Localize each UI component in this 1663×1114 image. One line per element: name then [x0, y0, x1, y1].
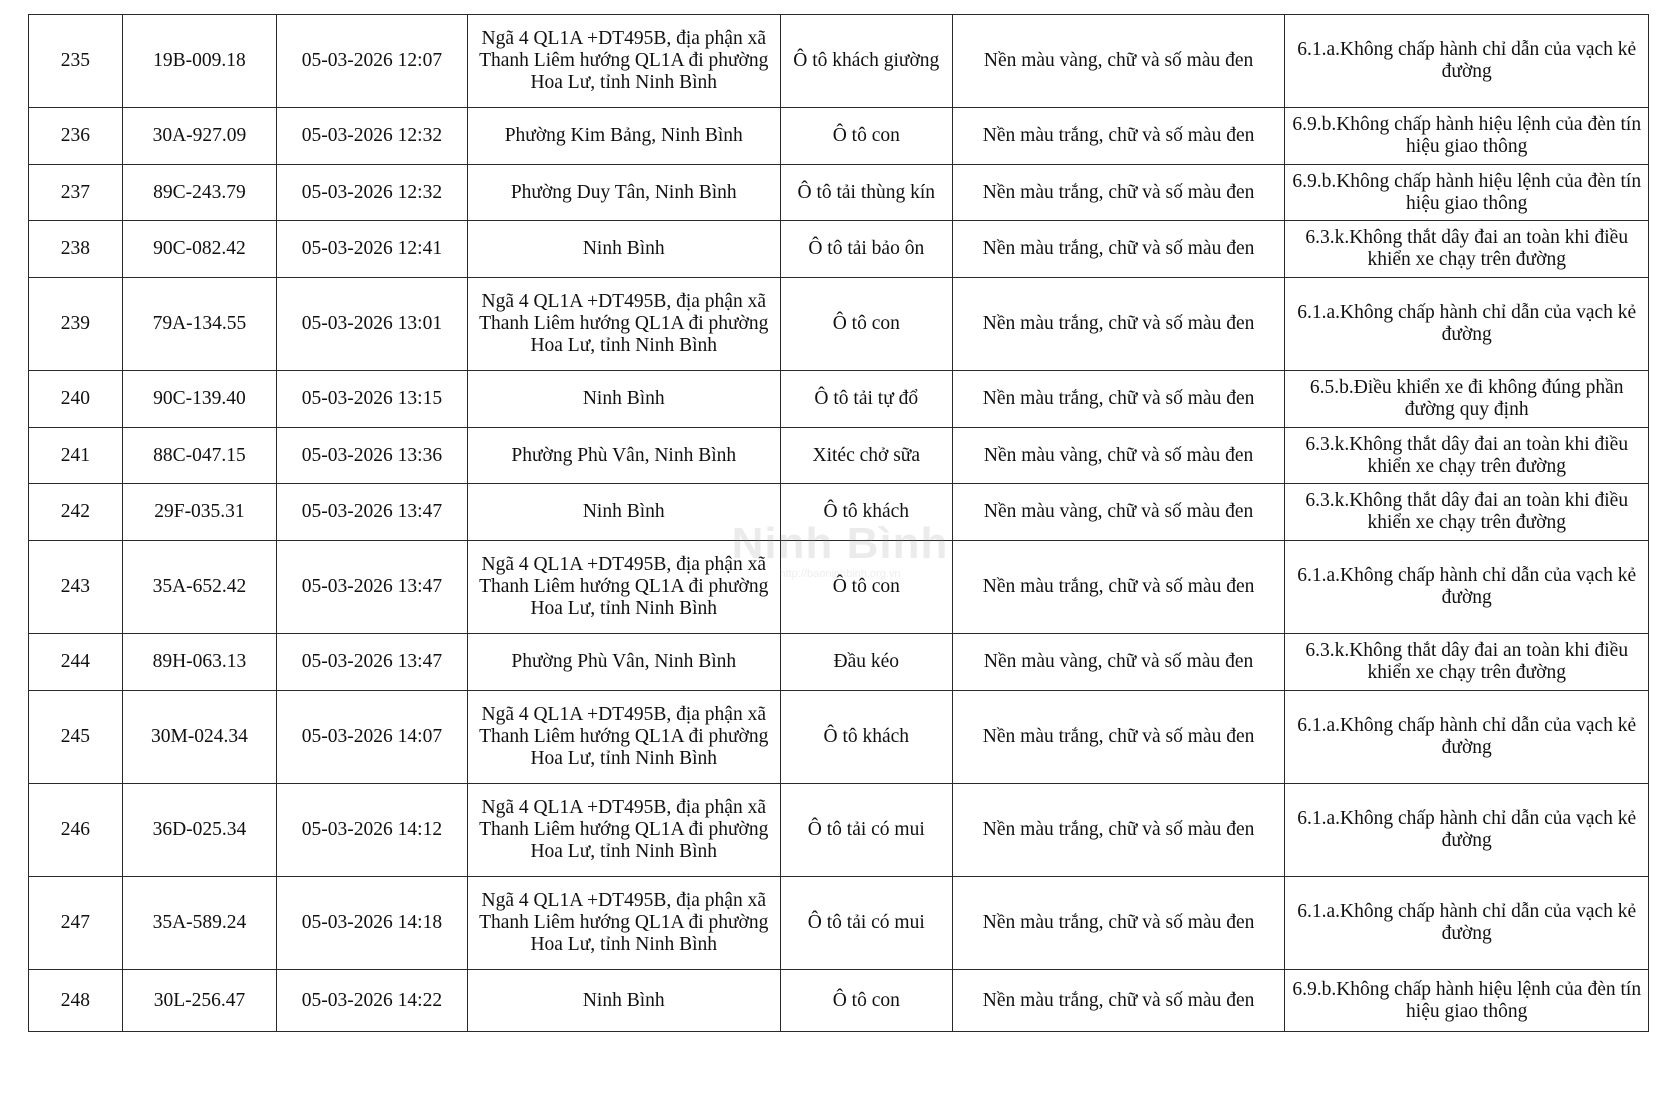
- table-row: [29, 970, 1649, 1032]
- violation-place-cell: Ninh Bình: [467, 221, 780, 278]
- row-number-cell: 235: [29, 15, 123, 108]
- plate-color-cell: Nền màu trắng, chữ và số màu đen: [952, 371, 1285, 428]
- violation-time-cell: 05-03-2026 14:07: [277, 691, 468, 784]
- plate-color-cell: Nền màu trắng, chữ và số màu đen: [952, 165, 1285, 221]
- violation-description-cell: 6.9.b.Không chấp hành hiệu lệnh của đèn tín hiệu giao thông: [1285, 970, 1649, 1032]
- violation-description-cell: 6.5.b.Điều khiển xe đi không đúng phần đường quy định: [1285, 371, 1649, 428]
- table-row: [29, 541, 1649, 634]
- license-plate-cell: 90C-082.42: [122, 221, 276, 278]
- license-plate-cell: 89C-243.79: [122, 165, 276, 221]
- violation-place-cell: Phường Kim Bảng, Ninh Bình: [467, 108, 780, 165]
- vehicle-type-cell: Ô tô tải bảo ôn: [780, 221, 952, 278]
- row-number-cell: 247: [29, 877, 123, 970]
- plate-color-cell: Nền màu trắng, chữ và số màu đen: [952, 278, 1285, 371]
- table-row: [29, 15, 1649, 108]
- violations-table: [28, 14, 1649, 1032]
- violation-description-cell: 6.1.a.Không chấp hành chỉ dẫn của vạch kẻ đường: [1285, 15, 1649, 108]
- license-plate-cell: 19B-009.18: [122, 15, 276, 108]
- violation-place-cell: Ngã 4 QL1A +DT495B, địa phận xã Thanh Liêm hướng QL1A đi phường Hoa Lư, tỉnh Ninh Bình: [467, 784, 780, 877]
- plate-color-cell: Nền màu vàng, chữ và số màu đen: [952, 484, 1285, 541]
- plate-color-cell: Nền màu vàng, chữ và số màu đen: [952, 428, 1285, 484]
- row-number-cell: 241: [29, 428, 123, 484]
- row-number-cell: 237: [29, 165, 123, 221]
- vehicle-type-cell: Ô tô khách: [780, 484, 952, 541]
- table-row: [29, 691, 1649, 784]
- plate-color-cell: Nền màu trắng, chữ và số màu đen: [952, 784, 1285, 877]
- violation-description-cell: 6.1.a.Không chấp hành chỉ dẫn của vạch kẻ đường: [1285, 784, 1649, 877]
- violation-place-cell: Ninh Bình: [467, 970, 780, 1032]
- plate-color-cell: Nền màu vàng, chữ và số màu đen: [952, 15, 1285, 108]
- violation-time-cell: 05-03-2026 14:12: [277, 784, 468, 877]
- plate-color-cell: Nền màu trắng, chữ và số màu đen: [952, 877, 1285, 970]
- license-plate-cell: 35A-589.24: [122, 877, 276, 970]
- violation-place-cell: Ngã 4 QL1A +DT495B, địa phận xã Thanh Liêm hướng QL1A đi phường Hoa Lư, tỉnh Ninh Bình: [467, 15, 780, 108]
- violations-sheet: [28, 14, 1649, 1032]
- license-plate-cell: 29F-035.31: [122, 484, 276, 541]
- violation-description-cell: 6.9.b.Không chấp hành hiệu lệnh của đèn tín hiệu giao thông: [1285, 165, 1649, 221]
- violation-place-cell: Ngã 4 QL1A +DT495B, địa phận xã Thanh Liêm hướng QL1A đi phường Hoa Lư, tỉnh Ninh Bình: [467, 541, 780, 634]
- violation-time-cell: 05-03-2026 13:36: [277, 428, 468, 484]
- violations-table-body: [29, 15, 1649, 1032]
- violation-description-cell: 6.3.k.Không thắt dây đai an toàn khi điều khiển xe chạy trên đường: [1285, 484, 1649, 541]
- vehicle-type-cell: Ô tô con: [780, 108, 952, 165]
- row-number-cell: 240: [29, 371, 123, 428]
- table-row: [29, 634, 1649, 691]
- license-plate-cell: 30L-256.47: [122, 970, 276, 1032]
- plate-color-cell: Nền màu trắng, chữ và số màu đen: [952, 221, 1285, 278]
- row-number-cell: 246: [29, 784, 123, 877]
- violation-description-cell: 6.3.k.Không thắt dây đai an toàn khi điều khiển xe chạy trên đường: [1285, 221, 1649, 278]
- violation-place-cell: Ngã 4 QL1A +DT495B, địa phận xã Thanh Liêm hướng QL1A đi phường Hoa Lư, tỉnh Ninh Bình: [467, 278, 780, 371]
- license-plate-cell: 89H-063.13: [122, 634, 276, 691]
- violation-time-cell: 05-03-2026 13:47: [277, 634, 468, 691]
- license-plate-cell: 36D-025.34: [122, 784, 276, 877]
- row-number-cell: 239: [29, 278, 123, 371]
- watermark-name: Ninh Bình: [731, 519, 949, 568]
- plate-color-cell: Nền màu trắng, chữ và số màu đen: [952, 108, 1285, 165]
- row-number-cell: 242: [29, 484, 123, 541]
- violation-description-cell: 6.3.k.Không thắt dây đai an toàn khi điều khiển xe chạy trên đường: [1285, 634, 1649, 691]
- row-number-cell: 248: [29, 970, 123, 1032]
- vehicle-type-cell: Ô tô tải tự đổ: [780, 371, 952, 428]
- vehicle-type-cell: Ô tô con: [780, 970, 952, 1032]
- watermark-url: http://baoninhbinh.org.vn: [779, 568, 901, 580]
- license-plate-cell: 90C-139.40: [122, 371, 276, 428]
- row-number-cell: 244: [29, 634, 123, 691]
- license-plate-cell: 35A-652.42: [122, 541, 276, 634]
- table-row: [29, 877, 1649, 970]
- vehicle-type-cell: Ô tô khách: [780, 691, 952, 784]
- vehicle-type-cell: Ô tô con: [780, 278, 952, 371]
- vehicle-type-cell: Ô tô tải có mui: [780, 877, 952, 970]
- violation-place-cell: Ngã 4 QL1A +DT495B, địa phận xã Thanh Liêm hướng QL1A đi phường Hoa Lư, tỉnh Ninh Bình: [467, 691, 780, 784]
- license-plate-cell: 30A-927.09: [122, 108, 276, 165]
- vehicle-type-cell: Ô tô con: [780, 541, 952, 634]
- violation-time-cell: 05-03-2026 12:07: [277, 15, 468, 108]
- violation-description-cell: 6.1.a.Không chấp hành chỉ dẫn của vạch kẻ đường: [1285, 877, 1649, 970]
- violation-place-cell: Phường Phù Vân, Ninh Bình: [467, 634, 780, 691]
- license-plate-cell: 30M-024.34: [122, 691, 276, 784]
- violation-time-cell: 05-03-2026 14:22: [277, 970, 468, 1032]
- violation-time-cell: 05-03-2026 12:32: [277, 165, 468, 221]
- table-row: [29, 108, 1649, 165]
- row-number-cell: 245: [29, 691, 123, 784]
- violation-time-cell: 05-03-2026 13:01: [277, 278, 468, 371]
- table-row: [29, 278, 1649, 371]
- table-row: [29, 371, 1649, 428]
- vehicle-type-cell: Ô tô tải thùng kín: [780, 165, 952, 221]
- violation-description-cell: 6.1.a.Không chấp hành chỉ dẫn của vạch kẻ đường: [1285, 278, 1649, 371]
- row-number-cell: 243: [29, 541, 123, 634]
- violation-place-cell: Ninh Bình: [467, 484, 780, 541]
- violation-place-cell: Ngã 4 QL1A +DT495B, địa phận xã Thanh Liêm hướng QL1A đi phường Hoa Lư, tỉnh Ninh Bình: [467, 877, 780, 970]
- table-row: [29, 221, 1649, 278]
- violation-time-cell: 05-03-2026 13:15: [277, 371, 468, 428]
- plate-color-cell: Nền màu trắng, chữ và số màu đen: [952, 691, 1285, 784]
- plate-color-cell: Nền màu trắng, chữ và số màu đen: [952, 541, 1285, 634]
- violation-place-cell: Phường Duy Tân, Ninh Bình: [467, 165, 780, 221]
- table-row: [29, 484, 1649, 541]
- license-plate-cell: 79A-134.55: [122, 278, 276, 371]
- table-row: [29, 165, 1649, 221]
- violation-place-cell: Ninh Bình: [467, 371, 780, 428]
- row-number-cell: 238: [29, 221, 123, 278]
- violation-time-cell: 05-03-2026 14:18: [277, 877, 468, 970]
- violation-time-cell: 05-03-2026 12:41: [277, 221, 468, 278]
- vehicle-type-cell: Xitéc chở sữa: [780, 428, 952, 484]
- violation-description-cell: 6.3.k.Không thắt dây đai an toàn khi điều khiển xe chạy trên đường: [1285, 428, 1649, 484]
- plate-color-cell: Nền màu vàng, chữ và số màu đen: [952, 634, 1285, 691]
- violation-description-cell: 6.1.a.Không chấp hành chỉ dẫn của vạch kẻ đường: [1285, 691, 1649, 784]
- row-number-cell: 236: [29, 108, 123, 165]
- license-plate-cell: 88C-047.15: [122, 428, 276, 484]
- vehicle-type-cell: Ô tô khách giường: [780, 15, 952, 108]
- violation-description-cell: 6.1.a.Không chấp hành chỉ dẫn của vạch kẻ đường: [1285, 541, 1649, 634]
- violation-place-cell: Phường Phù Vân, Ninh Bình: [467, 428, 780, 484]
- violation-time-cell: 05-03-2026 13:47: [277, 484, 468, 541]
- vehicle-type-cell: Ô tô tải có mui: [780, 784, 952, 877]
- violation-time-cell: 05-03-2026 12:32: [277, 108, 468, 165]
- plate-color-cell: Nền màu trắng, chữ và số màu đen: [952, 970, 1285, 1032]
- violation-description-cell: 6.9.b.Không chấp hành hiệu lệnh của đèn tín hiệu giao thông: [1285, 108, 1649, 165]
- vehicle-type-cell: Đầu kéo: [780, 634, 952, 691]
- table-row: [29, 784, 1649, 877]
- table-row: [29, 428, 1649, 484]
- violation-time-cell: 05-03-2026 13:47: [277, 541, 468, 634]
